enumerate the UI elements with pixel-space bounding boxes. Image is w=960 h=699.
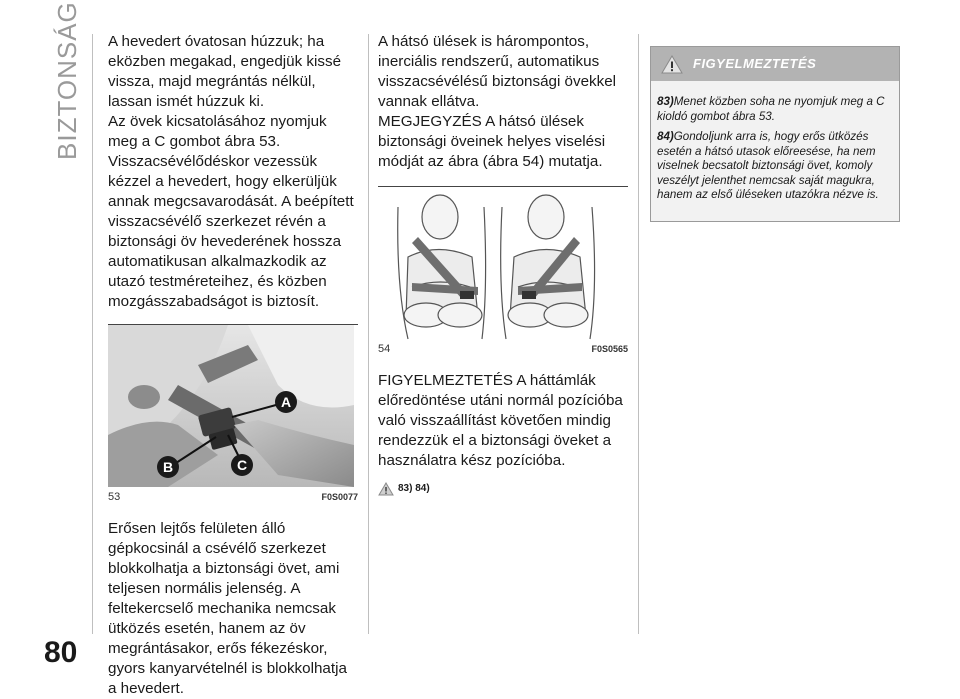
warning-header [651,47,899,81]
paragraph: Visszacsévélődéskor vezessük kézzel a hevedert, hogy elkerüljük annak megcsavarodását. A beépített visszacsévélő szerkezet révén a biztonsági öv hevederének hossza automatikusan alkalmazkodik az utazó testméreteihez, és közben mozgásszabadságot is biztosít. [108,153,354,310]
paragraph: A hevedert óvatosan húzzuk; ha eközben megakad, engedjük kissé vissza, majd megrántás nélkül, lassan ismét húzzuk ki. [108,33,342,110]
text-column-2 [378,32,628,499]
figure-number: 54 [378,343,391,355]
paragraph: FIGYELMEZTETÉS A háttámlák előredöntése utáni normál pozícióba való visszaállítást követően mindig rendezzük el a biztonsági öveket a használatra kész pozícióba. [378,372,623,469]
callout-b: B [162,459,174,475]
warning-body [651,81,899,221]
warning-title: FIGYELMEZTETÉS [693,56,817,71]
paragraph: Erősen lejtős felületen álló gépkocsinál a csévélő szerkezet blokkolhatja a biztonsági övet, ami teljesen normális jelenség. A feltekercselő mechanika nemcsak ütközés esetén, hanem az öv megrántásakor, erős fékezéskor, gyors kanyarvételnél is blokkolhatja a hevedert. [108,520,347,697]
callout-a: A [280,394,292,410]
warning-references [378,479,628,499]
text-column-3 [650,46,900,222]
warning-item [657,95,893,124]
warning-triangle-icon [378,482,394,496]
warning-item-number: 83) [657,95,674,108]
reference-numbers: 83) 84) [398,483,430,494]
column-divider-left [92,34,93,634]
column-divider-middle [368,34,369,634]
paragraph: MEGJEGYZÉS A hátsó ülések biztonsági öveinek helyes viselési módját az ábra (ábra 54) mutatja. [378,113,606,170]
callout-c: C [236,457,248,473]
warning-item [657,130,893,203]
text-column-1 [108,32,358,699]
paragraph: Az övek kicsatolásához nyomjuk meg a C gombot ábra 53. [108,113,327,150]
warning-item-text: Gondoljunk arra is, hogy erős ütközés esetén a hátsó utasok előreesése, ha nem viselnek becsatolt biztonsági övet, komoly veszélyt jelenthet nemcsak saját magukra, hanem az első üléseken utazókra nézve is. [657,130,879,201]
figure-54 [378,186,628,359]
figure-code: F0S0077 [321,492,358,502]
figure-code: F0S0565 [591,344,628,354]
rear-seatbelt-illustration [378,187,624,339]
warning-item-text: Menet közben soha ne nyomjuk meg a C kioldó gombot ábra 53. [657,95,885,123]
warning-triangle-icon [661,55,683,74]
warning-box [650,46,900,222]
section-title: BIZTONSÁG [52,1,82,160]
figure-53 [108,324,358,507]
seatbelt-buckle-illustration [108,325,354,487]
paragraph: A hátsó ülések is hárompontos, inerciális rendszerű, automatikus visszacsévélésű biztonsági övekkel vannak ellátva. [378,33,617,110]
figure-number: 53 [108,491,121,503]
page-number: 80 [44,636,78,669]
warning-item-number: 84) [657,130,674,143]
column-divider-right [638,34,639,634]
